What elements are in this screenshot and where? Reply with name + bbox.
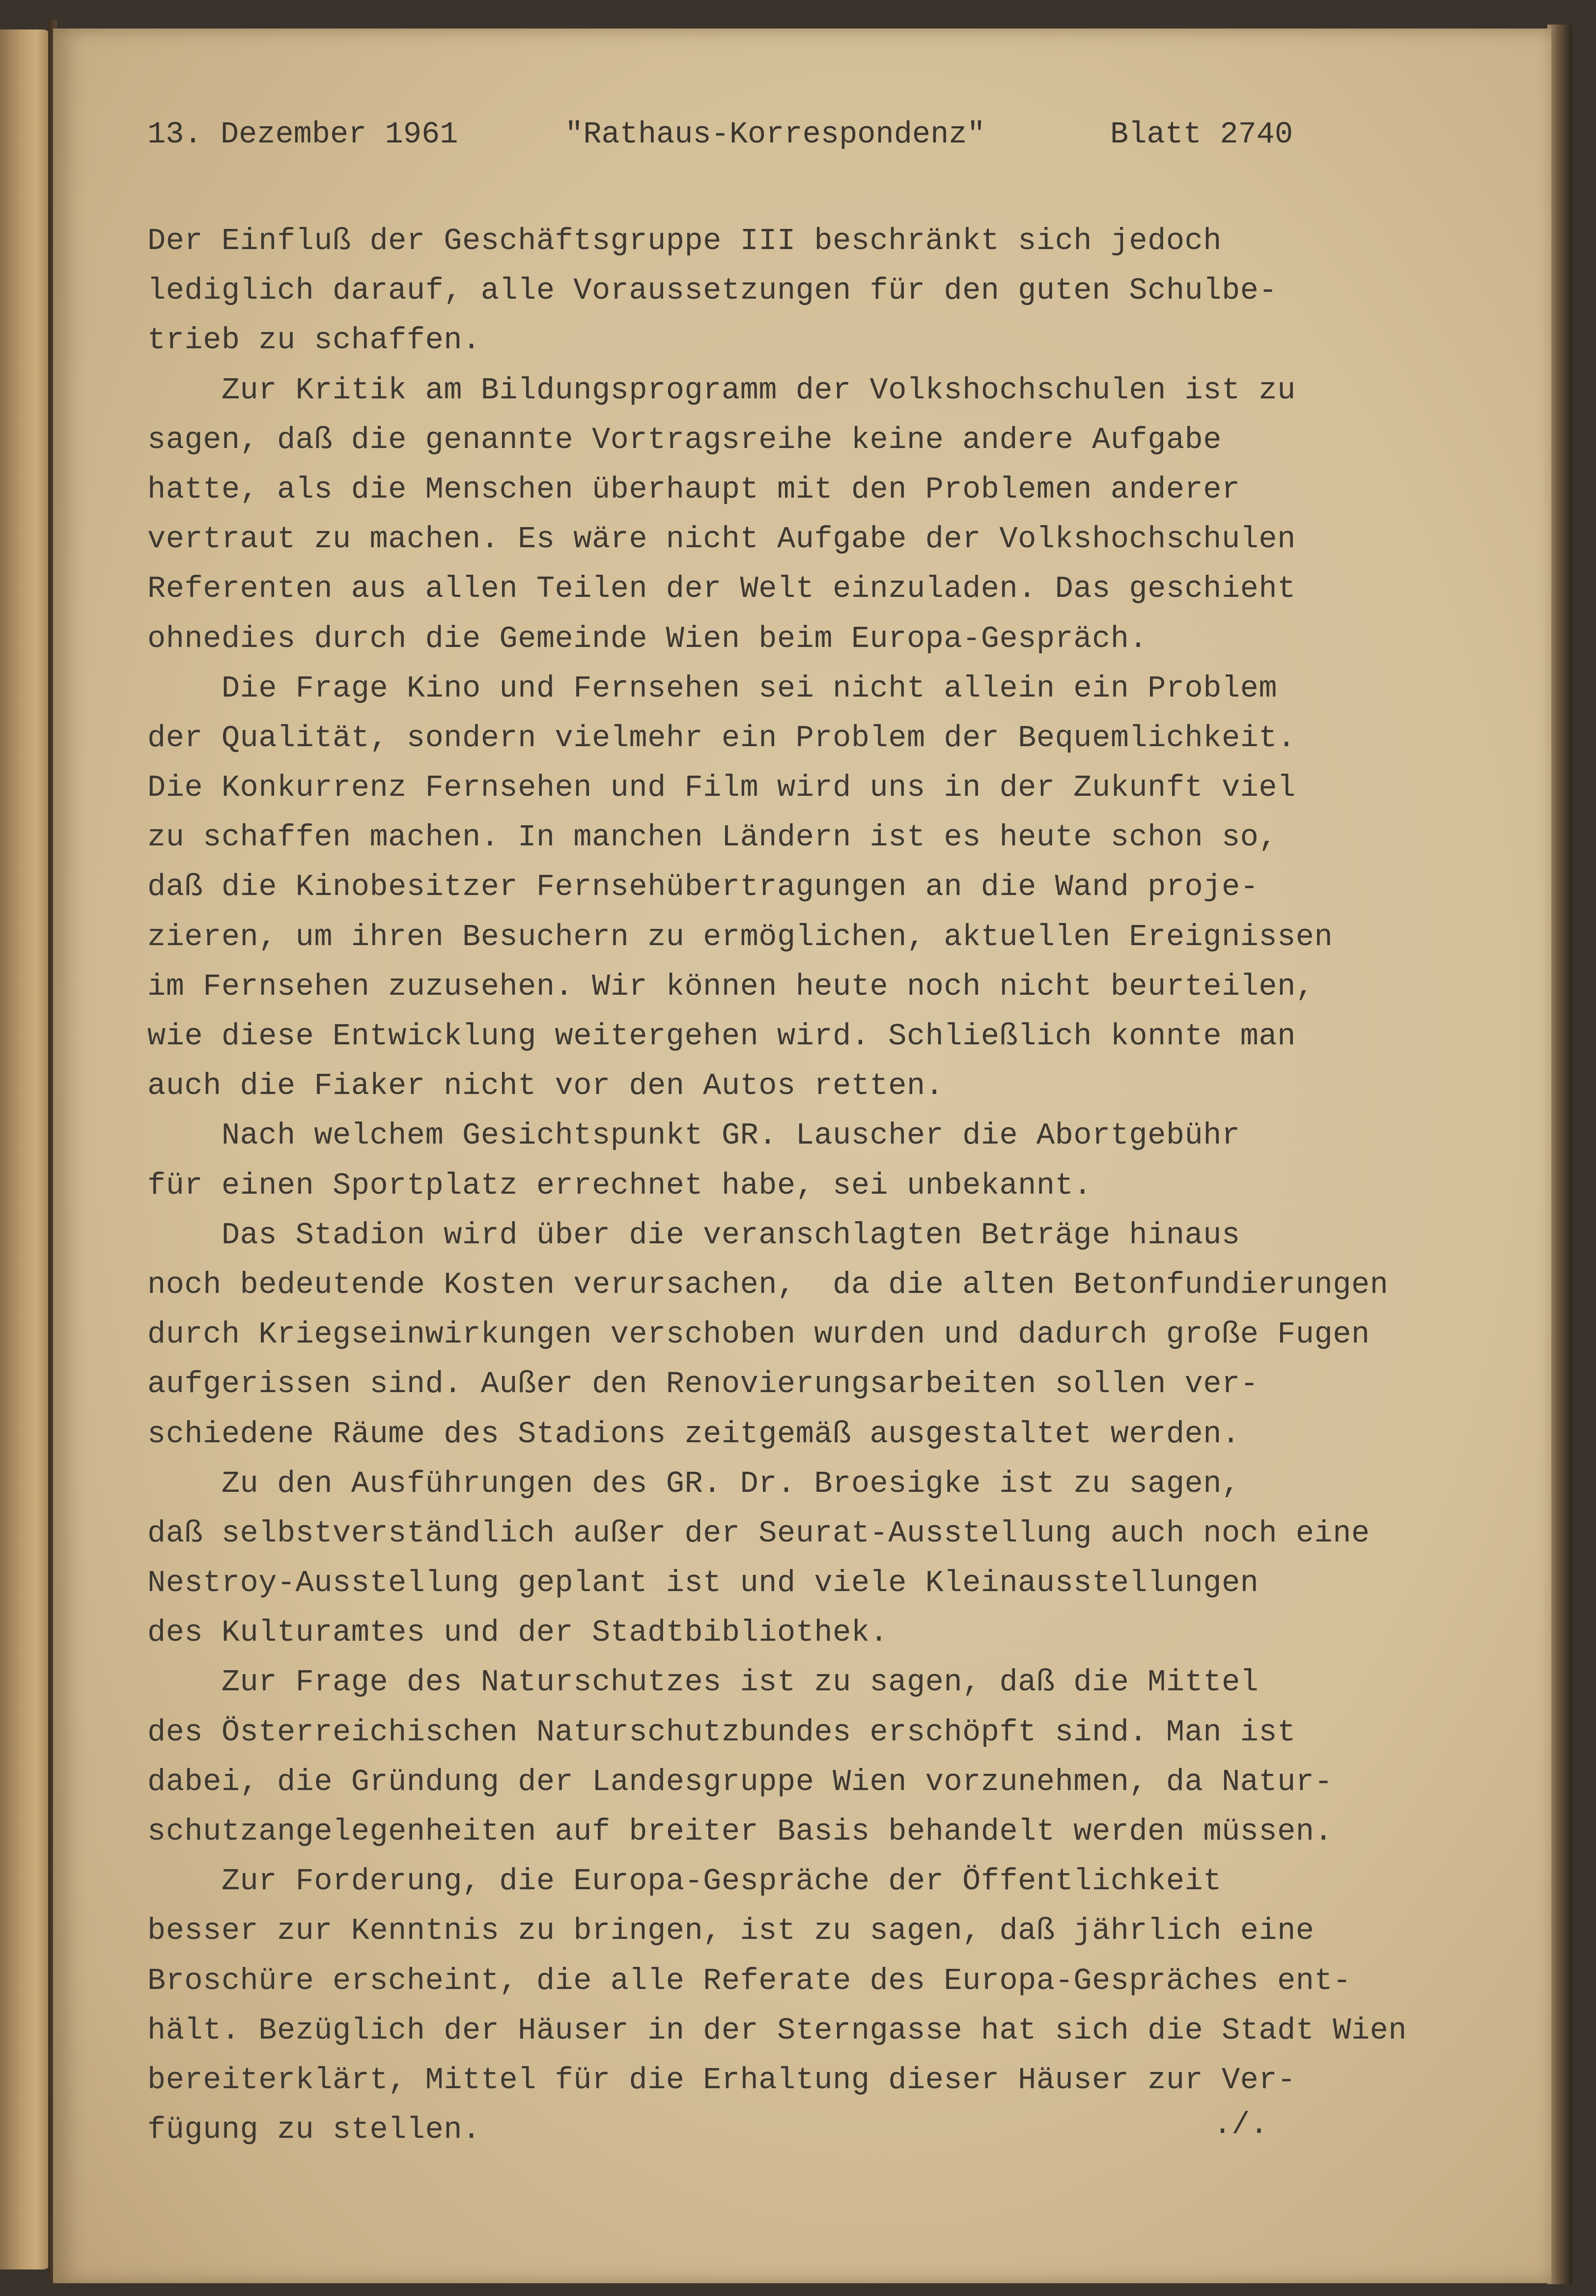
text-line: ohnedies durch die Gemeinde Wien beim Europa-Gespräch. [147, 621, 1148, 656]
text-line: Zu den Ausführungen des GR. Dr. Broesigke ist zu sagen, [147, 1466, 1240, 1501]
text-line: daß selbstverständlich außer der Seurat-Ausstellung auch noch eine [147, 1515, 1370, 1551]
text-line: Das Stadion wird über die veranschlagten Beträge hinaus [147, 1217, 1240, 1253]
header-sheet-number: Blatt 2740 [1110, 117, 1293, 152]
text-line: zieren, um ihren Besuchern zu ermöglichen, aktuellen Ereignissen [147, 919, 1333, 954]
text-line: Zur Forderung, die Europa-Gespräche der Öffentlichkeit [147, 1864, 1222, 1899]
header-date: 13. Dezember 1961 [147, 117, 458, 152]
text-line: Zur Kritik am Bildungsprogramm der Volkshochschulen ist zu [147, 372, 1296, 408]
text-line: hatte, als die Menschen überhaupt mit den Problemen anderer [147, 472, 1240, 507]
text-line: auch die Fiaker nicht vor den Autos retten. [147, 1068, 944, 1104]
text-line: schutzangelegenheiten auf breiter Basis behandelt werden müssen. [147, 1814, 1333, 1849]
typewritten-body [147, 216, 1533, 2155]
text-line: sagen, daß die genannte Vortragsreihe keine andere Aufgabe [147, 422, 1222, 457]
text-line: der Qualität, sondern vielmehr ein Problem der Bequemlichkeit. [147, 720, 1296, 756]
text-line: lediglich darauf, alle Voraussetzungen für den guten Schulbe- [147, 273, 1278, 308]
text-line: vertraut zu machen. Es wäre nicht Aufgabe der Volkshochschulen [147, 522, 1296, 557]
text-line: noch bedeutende Kosten verursachen, da die alten Betonfundierungen [147, 1267, 1389, 1302]
text-line: Die Konkurrenz Fernsehen und Film wird uns in der Zukunft viel [147, 770, 1296, 806]
continuation-mark: ./. [1213, 2107, 1268, 2142]
text-line: besser zur Kenntnis zu bringen, ist zu sagen, daß jährlich eine [147, 1913, 1315, 1949]
text-line: bereiterklärt, Mittel für die Erhaltung dieser Häuser zur Ver- [147, 2062, 1296, 2098]
text-line: fügung zu stellen. [147, 2112, 481, 2148]
text-line: Der Einfluß der Geschäftsgruppe III beschränkt sich jedoch [147, 224, 1222, 258]
page-header [147, 117, 1326, 161]
text-line: zu schaffen machen. In manchen Ländern ist es heute schon so, [147, 820, 1278, 855]
text-line: des Österreichischen Naturschutzbundes erschöpft sind. Man ist [147, 1714, 1296, 1750]
text-line: Nach welchem Gesichtspunkt GR. Lauscher die Abortgebühr [147, 1118, 1240, 1153]
text-line: Zur Frage des Naturschutzes ist zu sagen, daß die Mittel [147, 1665, 1259, 1700]
text-line: daß die Kinobesitzer Fernsehübertragungen an die Wand proje- [147, 869, 1259, 905]
text-line: Nestroy-Ausstellung geplant ist und viele Kleinausstellungen [147, 1566, 1259, 1601]
header-publication: "Rathaus-Korrespondenz" [565, 117, 985, 152]
text-line: des Kulturamtes und der Stadtbibliothek. [147, 1615, 889, 1651]
text-line: wie diese Entwicklung weitergehen wird. Schließlich konnte man [147, 1019, 1296, 1054]
text-line: hält. Bezüglich der Häuser in der Sterngasse hat sich die Stadt Wien [147, 2013, 1407, 2048]
text-line: Die Frage Kino und Fernsehen sei nicht allein ein Problem [147, 671, 1278, 706]
text-line: aufgerissen sind. Außer den Renovierungsarbeiten sollen ver- [147, 1367, 1259, 1402]
text-line: Referenten aus allen Teilen der Welt einzuladen. Das geschieht [147, 571, 1296, 607]
text-line: schiedene Räume des Stadions zeitgemäß ausgestaltet werden. [147, 1416, 1240, 1452]
text-line: dabei, die Gründung der Landesgruppe Wien vorzunehmen, da Natur- [147, 1764, 1333, 1799]
text-line: für einen Sportplatz errechnet habe, sei unbekannt. [147, 1168, 1092, 1203]
text-line: trieb zu schaffen. [147, 323, 481, 358]
text-line: durch Kriegseinwirkungen verschoben wurden und dadurch große Fugen [147, 1317, 1370, 1352]
facing-page-edge [0, 29, 52, 2269]
text-line: im Fernsehen zuzusehen. Wir können heute noch nicht beurteilen, [147, 969, 1315, 1004]
text-line: Broschüre erscheint, die alle Referate des Europa-Gespräches ent- [147, 1963, 1351, 1998]
